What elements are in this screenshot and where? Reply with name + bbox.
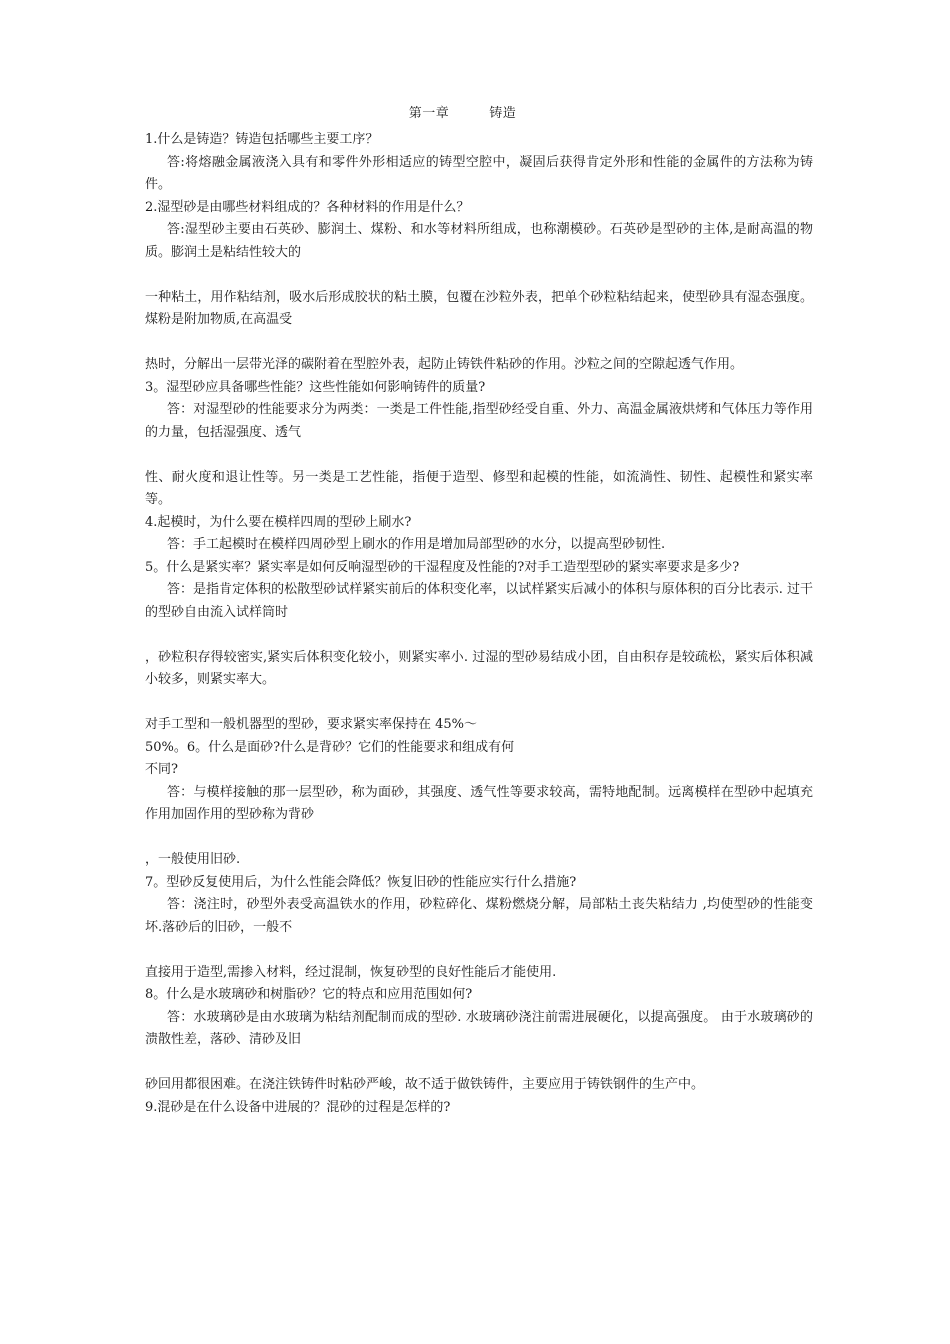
chapter-number: 第一章 xyxy=(408,106,450,121)
question-text: 8。什么是水玻璃砂和树脂砂？它的特点和应用范围如何? xyxy=(145,987,473,1002)
paragraph-text: 50%。6。什么是面砂?什么是背砂？它们的性能要求和组成有何 xyxy=(145,739,515,755)
chapter-name: 铸造 xyxy=(489,106,517,121)
question-text: 4.起模时，为什么要在模样四周的型砂上刷水? xyxy=(145,514,412,530)
paragraph-text: 热时，分解出一层带光泽的碳附着在型腔外表，起防止铸铁件粘砂的作用。沙粒之间的空隙起透气作用。 xyxy=(145,357,744,372)
paragraph-text: 对手工型和一般机器型的型砂，要求紧实率保持在 45%～ xyxy=(145,717,478,732)
answer-text: 答：浇注时，砂型外表受高温铁水的作用，砂粒碎化、煤粉燃烧分解，局部粘土丧失粘结力 ,均使型砂的性能变坏.落砂后的旧砂，一般不 xyxy=(145,897,813,935)
paragraph-text: 不同? xyxy=(145,762,178,777)
question-text: 3。湿型砂应具备哪些性能？这些性能如何影响铸件的质量? xyxy=(145,379,486,395)
answer-text: 答:湿型砂主要由石英砂、膨润土、煤粉、和水等材料所组成，也称潮模砂。石英砂是型砂的主体,是耐高温的物质。膨润土是粘结性较大的 xyxy=(145,222,813,260)
paragraph-text: ，砂粒积存得较密实,紧实后体积变化较小，则紧实率小. 过湿的型砂易结成小团，自由积存是较疏松，紧实后体积减小较多，则紧实率大。 xyxy=(145,649,813,687)
question-text: 2.湿型砂是由哪些材料组成的？各种材料的作用是什么？ xyxy=(145,199,470,215)
answer-text: 答:将熔融金属液浇入具有和零件外形相适应的铸型空腔中，凝固后获得肯定外形和性能的金属件的方法称为铸件。 xyxy=(145,154,813,192)
paragraph-text: 一种粘土，用作粘结剂，吸水后形成胶状的粘土膜，包覆在沙粒外表，把单个砂粒粘结起来，使型砂具有湿态强度。煤粉是附加物质,在高温受 xyxy=(145,289,813,327)
paragraph-text: ，一般使用旧砂. xyxy=(145,852,241,867)
question-text: 5。什么是紧实率？紧实率是如何反响湿型砂的干湿程度及性能的?对手工造型型砂的紧实率要求是多少? xyxy=(145,559,740,575)
paragraph-text: 直接用于造型,需掺入材料，经过混制，恢复砂型的良好性能后才能使用. xyxy=(145,964,557,980)
question-text: 1.什么是铸造？铸造包括哪些主要工序？ xyxy=(145,132,379,147)
document-body xyxy=(145,129,813,1119)
answer-text: 答：手工起模时在模样四周砂型上刷水的作用是增加局部型砂的水分，以提高型砂韧性. xyxy=(167,537,666,552)
chapter-heading xyxy=(0,104,925,124)
answer-text: 答：水玻璃砂是由水玻璃为粘结剂配制而成的型砂. 水玻璃砂浇注前需进展硬化，以提高强度。 由于水玻璃砂的溃散性差，落砂、清砂及旧 xyxy=(145,1009,813,1047)
answer-text: 答：与模样接触的那一层型砂，称为面砂，其强度、透气性等要求较高，需特地配制。远离模样在型砂中起填充作用加固作用的型砂称为背砂 xyxy=(145,784,813,822)
answer-text: 答：对湿型砂的性能要求分为两类：一类是工件性能,指型砂经受自重、外力、高温金属液烘烤和气体压力等作用的力量，包括湿强度、透气 xyxy=(145,402,813,440)
paragraph-text: 性、耐火度和退让性等。另一类是工艺性能，指便于造型、修型和起模的性能，如流淌性、韧性、起模性和紧实率等。 xyxy=(145,469,813,507)
question-text: 9.混砂是在什么设备中进展的？混砂的过程是怎样的? xyxy=(145,1099,451,1115)
paragraph-text: 砂回用都很困难。在浇注铁铸件时粘砂严峻，故不适于做铁铸件，主要应用于铸铁钢件的生产中。 xyxy=(145,1077,705,1092)
answer-text: 答：是指肯定体积的松散型砂试样紧实前后的体积变化率，以试样紧实后减小的体积与原体积的百分比表示. 过干的型砂自由流入试样筒时 xyxy=(145,582,813,620)
question-text: 7。型砂反复使用后，为什么性能会降低？恢复旧砂的性能应实行什么措施? xyxy=(145,874,577,890)
